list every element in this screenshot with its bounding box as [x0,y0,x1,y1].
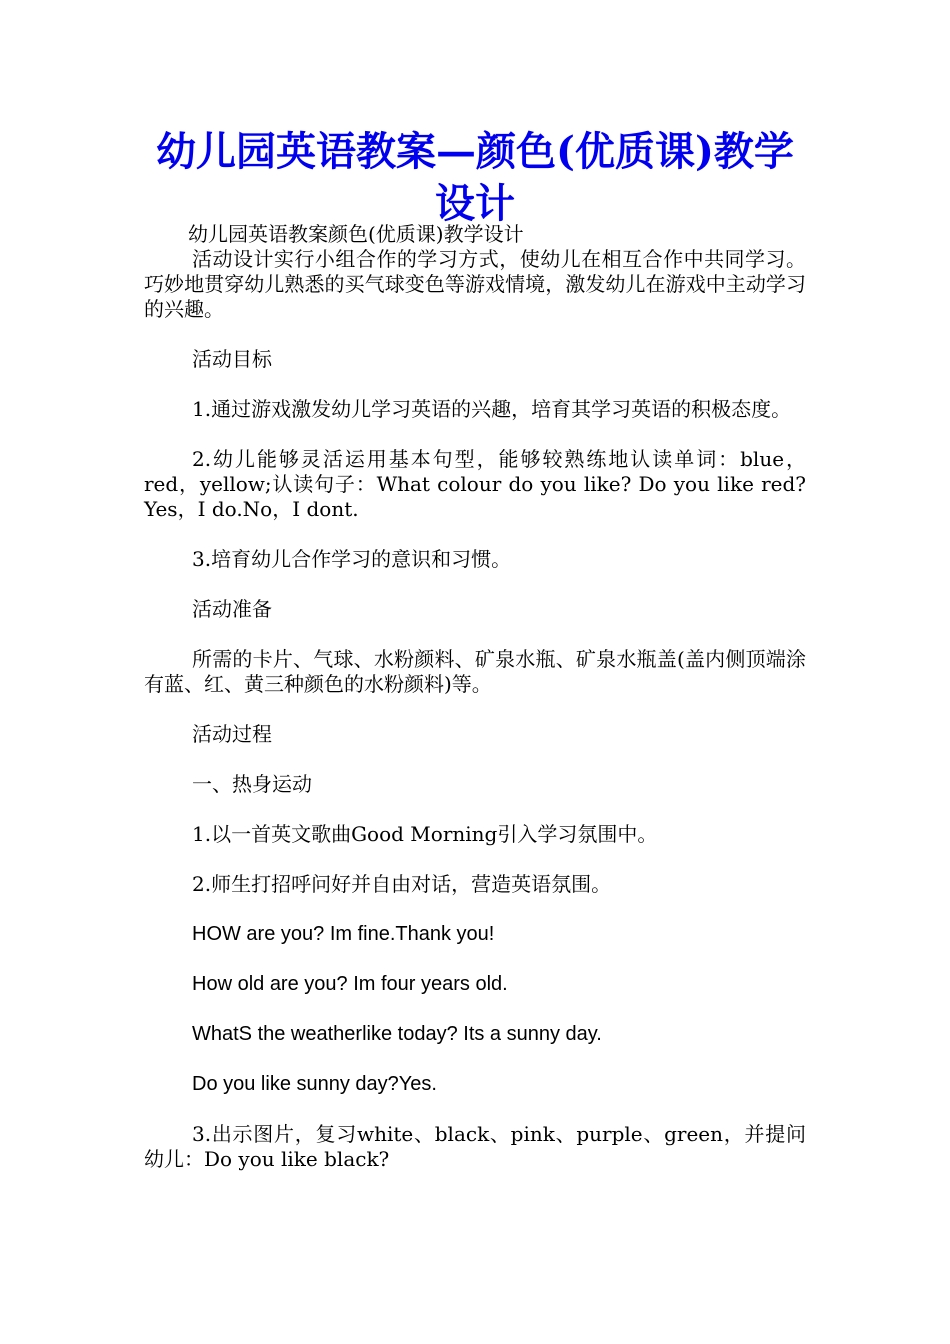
document-subtitle: 幼儿园英语教案颜色(优质课)教学设计 [188,222,524,246]
dialogue-line-2: How old are you? Im four years old. [192,973,508,995]
goal-item-3: 3.培育幼儿合作学习的意识和习惯。 [192,547,512,571]
preparation-paragraph: 所需的卡片、气球、水粉颜料、矿泉水瓶、矿泉水瓶盖(盖内侧顶端涂有蓝、红、黄三种颜色的水粉颜料)等。 [144,647,806,696]
process-item-1: 1.以一首英文歌曲Good Morning引入学习氛围中。 [192,822,658,846]
document-body [144,222,806,1172]
goal-item-1: 1.通过游戏激发幼儿学习英语的兴趣，培育其学习英语的积极态度。 [192,397,792,421]
goal-item-2: 2.幼儿能够灵活运用基本句型，能够较熟练地认读单词：blue，red，yellow;认读句子：What colour do you like? Do you like red? Yes，I do.No，I dont. [144,447,806,521]
dialogue-line-3: WhatS the weatherlike today? Its a sunny day. [192,1023,602,1045]
section-heading-process: 活动过程 [192,722,272,746]
dialogue-line-1: HOW are you? Im fine.Thank you! [192,923,495,945]
section-heading-goals: 活动目标 [192,347,272,371]
section-heading-preparation: 活动准备 [192,597,272,621]
dialogue-line-4: Do you like sunny day?Yes. [192,1073,437,1095]
process-step-heading: 一、热身运动 [192,772,312,796]
process-item-3: 3.出示图片，复习white、black、pink、purple、green，并提问幼儿：Do you like black? [144,1122,806,1171]
intro-paragraph: 活动设计实行小组合作的学习方式，使幼儿在相互合作中共同学习。巧妙地贯穿幼儿熟悉的买气球变色等游戏情境，激发幼儿在游戏中主动学习的兴趣。 [144,247,806,321]
document-title: 幼儿园英语教案—颜色(优质课)教学设计 [156,128,794,227]
process-item-2: 2.师生打招呼问好并自由对话，营造英语氛围。 [192,872,612,896]
